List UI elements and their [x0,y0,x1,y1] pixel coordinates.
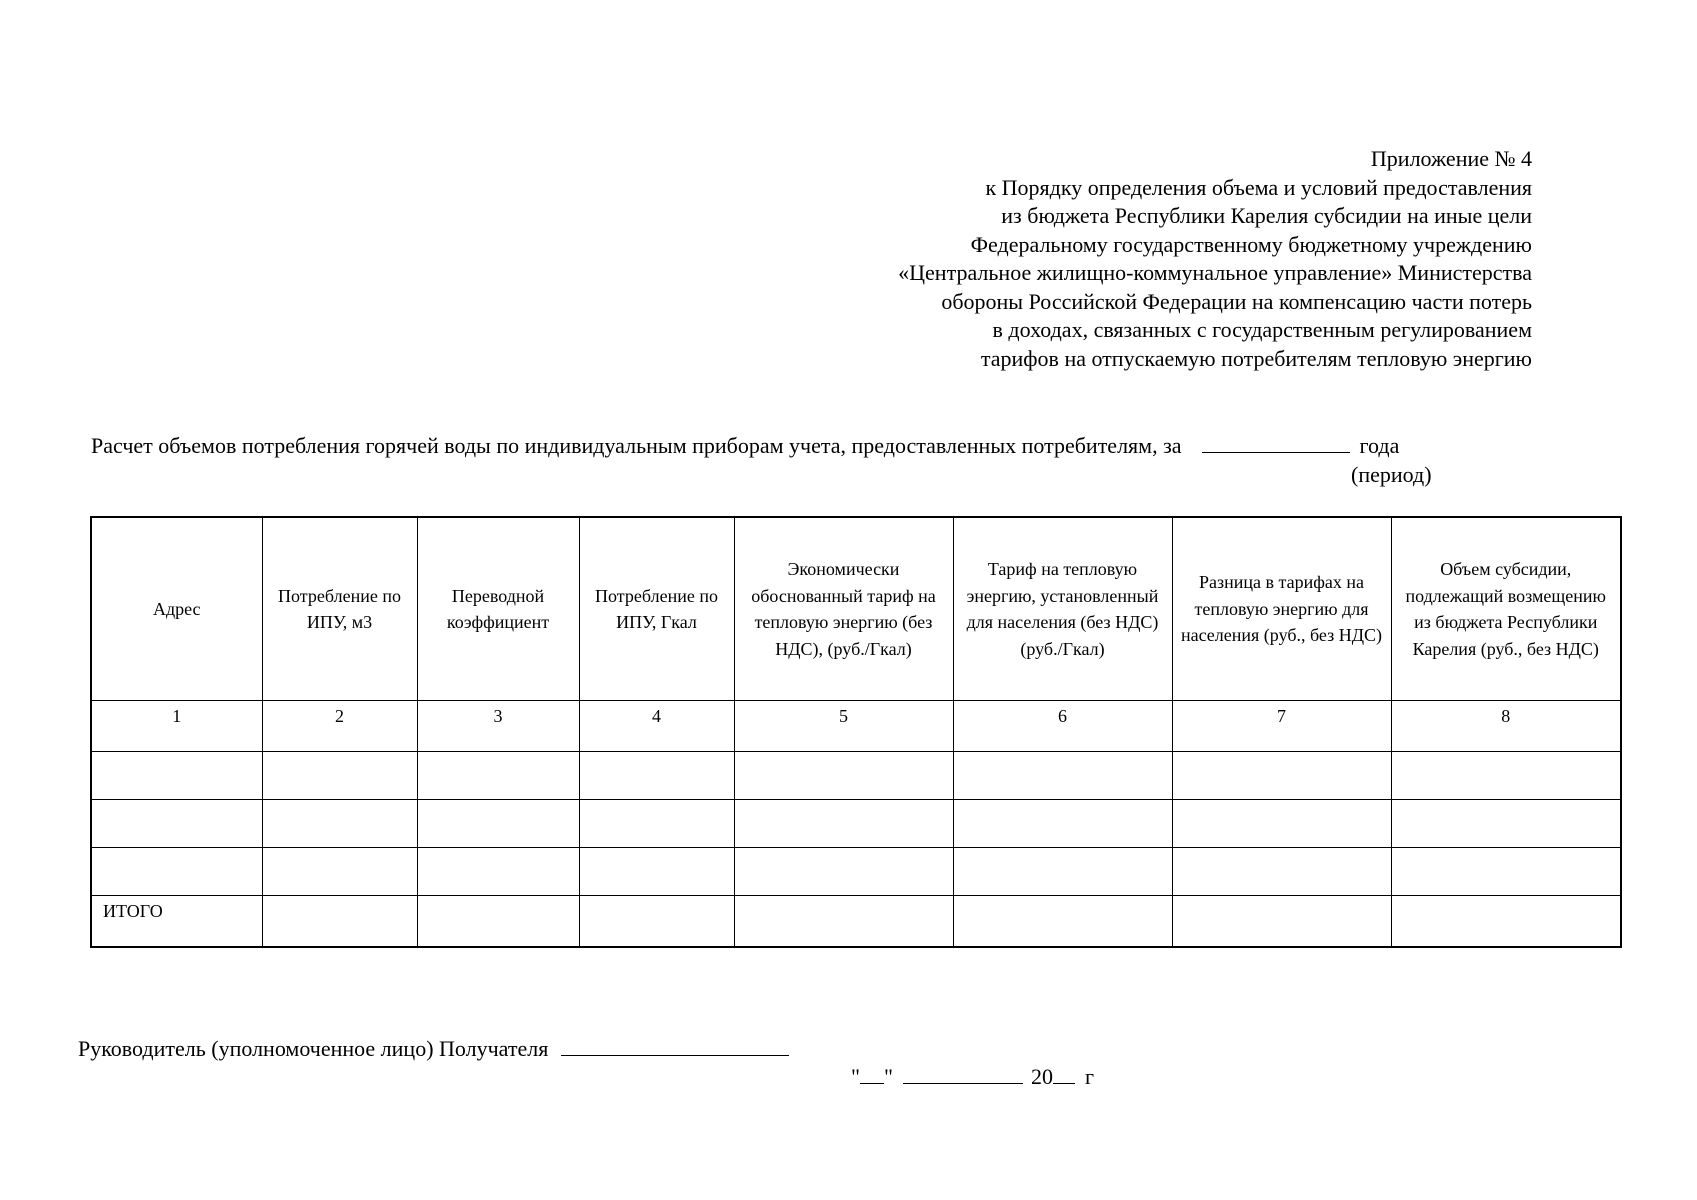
column-header: Объем субсидии, подлежащий возмещению из бюджета Республики Карелия (руб., без НДС) [1391,517,1621,701]
year-prefix: 20 [1030,1064,1053,1089]
column-header: Тариф на тепловую энергию, установленный для населения (без НДС) (руб./Гкал) [953,517,1172,701]
document-title [91,432,1399,459]
header-row [91,517,1621,701]
table-cell[interactable] [417,752,579,800]
signer-label: Руководитель (уполномоченное лицо) Получателя [78,1036,549,1061]
period-blank[interactable] [1202,432,1350,453]
total-row [91,896,1621,948]
column-header: Экономически обоснованный тариф на тепловую энергию (без НДС), (руб./Гкал) [734,517,953,701]
year-blank[interactable] [1053,1063,1075,1084]
title-text: Расчет объемов потребления горячей воды по индивидуальным приборам учета, предоставленных потребителям, за [91,433,1182,458]
table-cell[interactable] [1391,800,1621,848]
table-row [91,752,1621,800]
table-cell[interactable] [1172,848,1391,896]
year-suffix: г [1084,1064,1094,1089]
period-caption: (период) [1351,462,1432,487]
appendix-line: в доходах, связанных с государственным регулированием [992,317,1532,342]
column-number: 3 [417,701,579,752]
table-cell[interactable] [579,848,734,896]
total-cell[interactable] [262,896,417,948]
table-cell[interactable] [91,848,262,896]
table-cell[interactable] [734,800,953,848]
column-number: 2 [262,701,417,752]
day-blank[interactable] [860,1063,884,1084]
table-cell[interactable] [262,800,417,848]
column-number-row [91,701,1621,752]
appendix-line: Приложение № 4 [1370,146,1532,171]
table-cell[interactable] [579,800,734,848]
table-cell[interactable] [1391,752,1621,800]
column-number: 7 [1172,701,1391,752]
column-header: Переводной коэффициент [417,517,579,701]
title-suffix: года [1359,433,1400,458]
total-cell[interactable] [417,896,579,948]
table-cell[interactable] [417,848,579,896]
table-cell[interactable] [262,752,417,800]
column-header: Адрес [91,517,262,701]
table-row [91,800,1621,848]
table-cell[interactable] [953,848,1172,896]
total-cell[interactable] [1172,896,1391,948]
appendix-line: «Центральное жилищно-коммунальное управление» Министерства [898,260,1532,285]
appendix-line: из бюджета Республики Карелия субсидии на иные цели [1001,203,1532,228]
table-cell[interactable] [953,752,1172,800]
date-block [851,1063,1094,1090]
appendix-header [732,145,1532,373]
appendix-line: обороны Российской Федерации на компенсацию части потерь [941,288,1532,314]
column-number: 1 [91,701,262,752]
signature-blank[interactable] [561,1035,789,1056]
column-header: Потребление по ИПУ, Гкал [579,517,734,701]
column-header: Разница в тарифах на тепловую энергию для населения (руб., без НДС) [1172,517,1391,701]
date-close-quote: " [883,1064,893,1089]
table-cell[interactable] [579,752,734,800]
total-cell[interactable] [579,896,734,948]
table-cell[interactable] [262,848,417,896]
total-cell[interactable] [734,896,953,948]
date-open-quote: " [851,1064,860,1089]
month-blank[interactable] [903,1063,1023,1084]
column-number: 6 [953,701,1172,752]
appendix-line: к Порядку определения объема и условий предоставления [985,174,1532,200]
table-cell[interactable] [91,752,262,800]
column-number: 5 [734,701,953,752]
table-cell[interactable] [953,800,1172,848]
appendix-line: тарифов на отпускаемую потребителям тепловую энергию [980,345,1532,371]
signature-block [78,1035,789,1062]
table-cell[interactable] [1391,848,1621,896]
table-cell[interactable] [1172,752,1391,800]
total-cell[interactable] [953,896,1172,948]
appendix-line: Федеральному государственному бюджетному учреждению [970,231,1532,257]
table-cell[interactable] [91,800,262,848]
table-cell[interactable] [734,848,953,896]
total-label: ИТОГО [91,896,262,948]
table-cell[interactable] [417,800,579,848]
table-row [91,848,1621,896]
column-number: 8 [1391,701,1621,752]
report-table [90,516,1622,948]
table-cell[interactable] [1172,800,1391,848]
column-header: Потребление по ИПУ, м3 [262,517,417,701]
column-number: 4 [579,701,734,752]
table-cell[interactable] [734,752,953,800]
total-cell[interactable] [1391,896,1621,948]
